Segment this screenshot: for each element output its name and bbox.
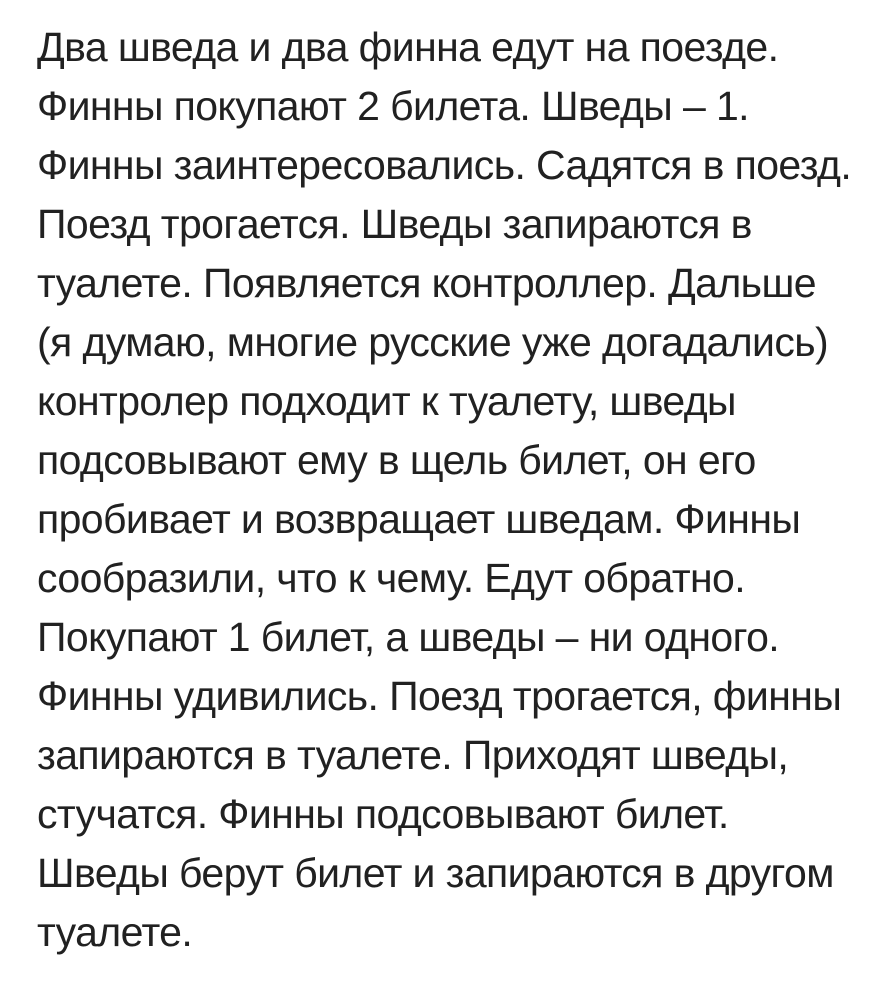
text-line: (я думаю, многие русские уже догадались)	[37, 319, 829, 365]
text-line: Шведы берут билет и запираются в другом	[37, 850, 834, 896]
text-line: стучатся. Финны подсовывают билет.	[37, 791, 729, 837]
text-line: пробивает и возвращает шведам. Финны	[37, 496, 801, 542]
text-line: туалете. Появляется контроллер. Дальше	[37, 260, 816, 306]
text-line: Финны покупают 2 билета. Шведы – 1.	[37, 83, 749, 129]
text-line: Финны удивились. Поезд трогается, финны	[37, 673, 842, 719]
text-line: Покупают 1 билет, а шведы – ни одного.	[37, 614, 780, 660]
text-line: запираются в туалете. Приходят шведы,	[37, 732, 789, 778]
text-line: Два шведа и два финна едут на поезде.	[37, 24, 779, 70]
text-line: Финны заинтересовались. Садятся в поезд.	[37, 142, 852, 188]
text-line: сообразили, что к чему. Едут обратно.	[37, 555, 746, 601]
text-line: Поезд трогается. Шведы запираются в	[37, 201, 752, 247]
text-line: контролер подходит к туалету, шведы	[37, 378, 736, 424]
text-line: подсовывают ему в щель билет, он его	[37, 437, 756, 483]
text-line: туалете.	[37, 909, 193, 955]
